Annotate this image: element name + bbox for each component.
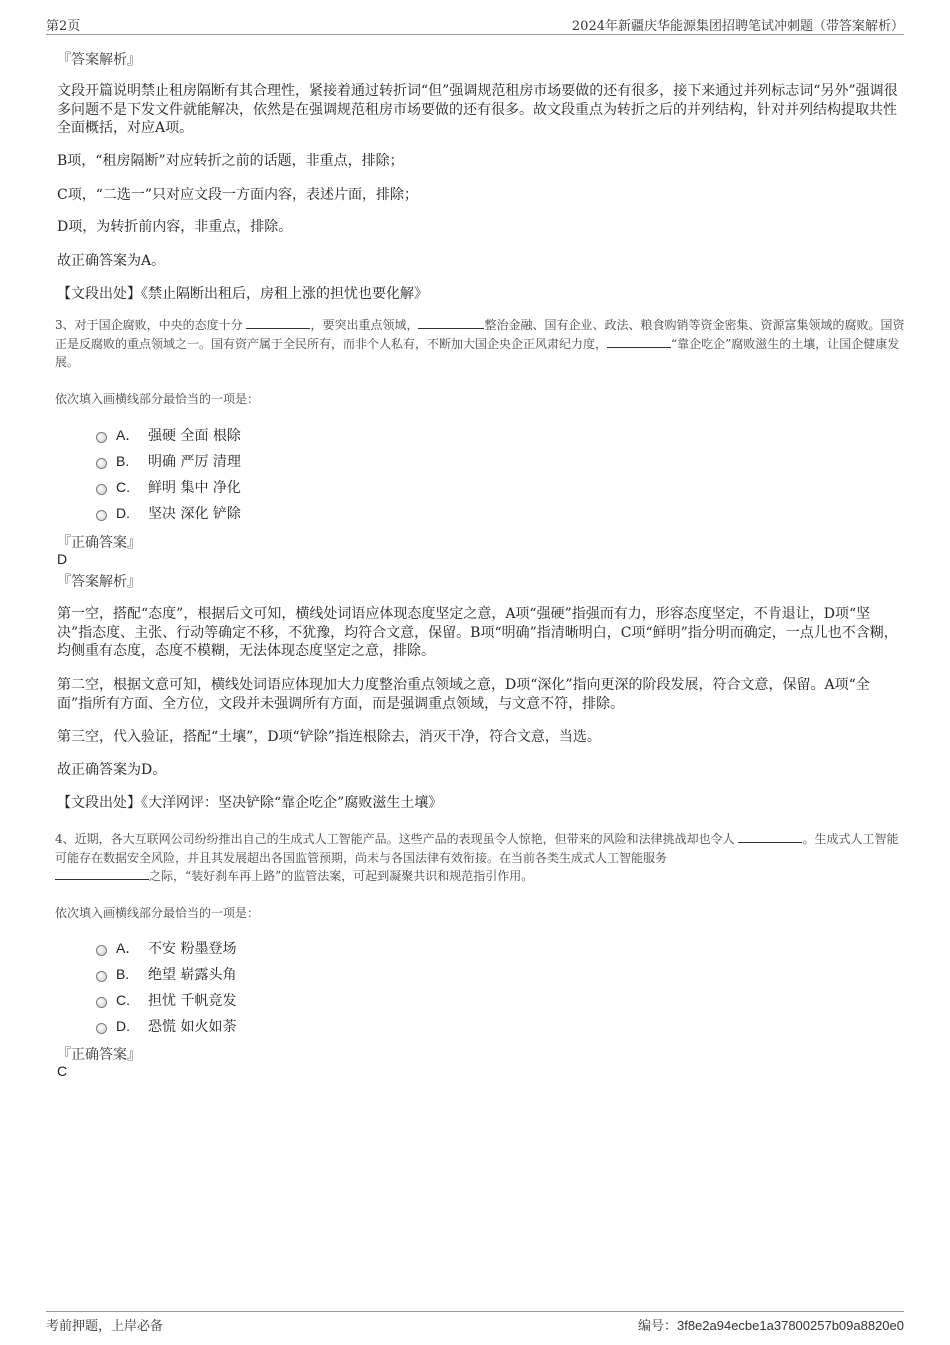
radio-icon[interactable] (96, 997, 107, 1008)
radio-icon[interactable] (96, 971, 107, 982)
q4-option-d[interactable]: D. 恐慌 如火如荼 (96, 1013, 236, 1039)
page-number: 第2页 (46, 19, 81, 34)
q3-answer: D (57, 551, 68, 567)
q4-option-c[interactable]: C. 担忧 千帆竞发 (96, 987, 236, 1013)
q2-analysis-paragraph-3: C项，“二选一”只对应文段一方面内容，表述片面，排除； (57, 187, 419, 203)
radio-icon[interactable] (96, 484, 107, 495)
q3-source: 【文段出处】《大洋网评：坚决铲除“靠企吃企”腐败滋生土壤》 (57, 795, 443, 811)
q2-analysis-paragraph-2: B项，“租房隔断”对应转折之前的话题，非重点，排除； (57, 153, 404, 169)
q3-blank-1 (246, 316, 310, 329)
q4-options (96, 935, 236, 1039)
radio-icon[interactable] (96, 432, 107, 443)
radio-icon[interactable] (96, 945, 107, 956)
q4-answer: C (57, 1063, 68, 1079)
q2-source: 【文段出处】《禁止隔断出租后，房租上涨的担忧也要化解》 (57, 286, 428, 302)
q3-option-d[interactable]: D. 坚决 深化 铲除 (96, 500, 241, 526)
q2-conclusion: 故正确答案为A。 (57, 253, 166, 269)
radio-icon[interactable] (96, 1023, 107, 1034)
radio-icon[interactable] (96, 510, 107, 521)
q3-option-c[interactable]: C. 鲜明 集中 净化 (96, 474, 241, 500)
q3-option-a[interactable]: A． 强硬 全面 根除 (96, 422, 241, 448)
radio-icon[interactable] (96, 458, 107, 469)
footer-slogan: 考前押题，上岸必备 (46, 1319, 164, 1334)
q3-conclusion: 故正确答案为D。 (57, 762, 167, 778)
q3-blank-2 (418, 316, 484, 329)
q3-instruction: 依次填入画横线部分最恰当的一项是： (55, 392, 260, 406)
q2-analysis-label: 『答案解析』 (57, 52, 141, 68)
q3-analysis-paragraph-2: 第二空，根据文意可知，横线处词语应体现加大力度整治重点领域之意，D项“深化”指向更深的阶段发展，符合文意，保留。A项“全面”指所有方面、全方位，文段并未强调所有方面，而是强调重点领域，与文意不符，排除。 (57, 677, 870, 712)
q3-blank-3 (607, 335, 671, 348)
q3-options (96, 422, 241, 526)
q3-option-b[interactable]: B. 明确 严厉 清理 (96, 448, 241, 474)
q3-analysis-label: 『答案解析』 (57, 574, 141, 590)
q4-option-b[interactable]: B. 绝望 崭露头角 (96, 961, 236, 987)
q2-analysis-paragraph-4: D项，为转折前内容，非重点，排除。 (57, 219, 293, 235)
q4-blank-1 (738, 830, 802, 843)
page-footer (46, 1311, 904, 1334)
q3-analysis-paragraph-3: 第三空，代入验证，搭配“土壤”，D项“铲除”指连根除去，消灭干净，符合文意，当选。 (57, 729, 601, 745)
page-header (46, 12, 904, 35)
q4-answer-label: 『正确答案』 (57, 1047, 141, 1063)
q3-stem: 3、对于国企腐败，中央的态度十分 ，要突出重点领域， 整治金融、国有企业、政法、粮食购销等资金密集、资源富集领域的腐败。国资正是反腐败的重点领域之一。国有资产属于全民所有，而非个人私有，不断加大国企央企正风肃纪力度， “靠企吃企”腐败滋生的土壤，让国企健康发展。 (55, 318, 905, 369)
q3-answer-label: 『正确答案』 (57, 535, 141, 551)
q2-analysis-paragraph-1: 文段开篇说明禁止租房隔断有其合理性，紧接着通过转折词“但”强调规范租房市场要做的还有很多，接下来通过并列标志词“另外”强调很多问题不是下发文件就能解决，依然是在强调规范租房市场要做的还有很多。故文段重点为转折之后的并列结构，针对并列结构提取共性全面概括，对应A项。 (57, 83, 898, 136)
document-code: 编号：3f8e2a94ecbe1a37800257b09a8820e0 (637, 1318, 904, 1333)
q4-option-a[interactable]: A． 不安 粉墨登场 (96, 935, 236, 961)
q3-analysis-paragraph-1: 第一空，搭配“态度”，根据后文可知，横线处词语应体现态度坚定之意，A项“强硬”指强而有力，形容态度坚定，不肯退让，D项“坚决”指态度、主张、行动等确定不移，不犹豫，均符合文意，保留。B项“明确”指清晰明白，C项“鲜明”指分明而确定，一点儿也不含糊，均侧重有态度，态度不模糊，无法体现态度坚定之意，排除。 (57, 606, 898, 659)
q4-blank-2 (55, 867, 149, 880)
q4-stem: 4、近期，各大互联网公司纷纷推出自己的生成式人工智能产品。这些产品的表现虽令人惊艳，但带来的风险和法律挑战却也令人 。生成式人工智能可能存在数据安全风险，并且其发展超出各国监管预期，尚未与各国法律有效衔接。在当前各类生成式人工智能服务 之际，“装好刹车再上路”的监管法案，可起到凝聚共识和规范指引作用。 (55, 832, 899, 883)
document-title: 2024年新疆庆华能源集团招聘笔试冲刺题（带答案解析） (571, 19, 904, 34)
q4-instruction: 依次填入画横线部分最恰当的一项是： (55, 906, 260, 920)
